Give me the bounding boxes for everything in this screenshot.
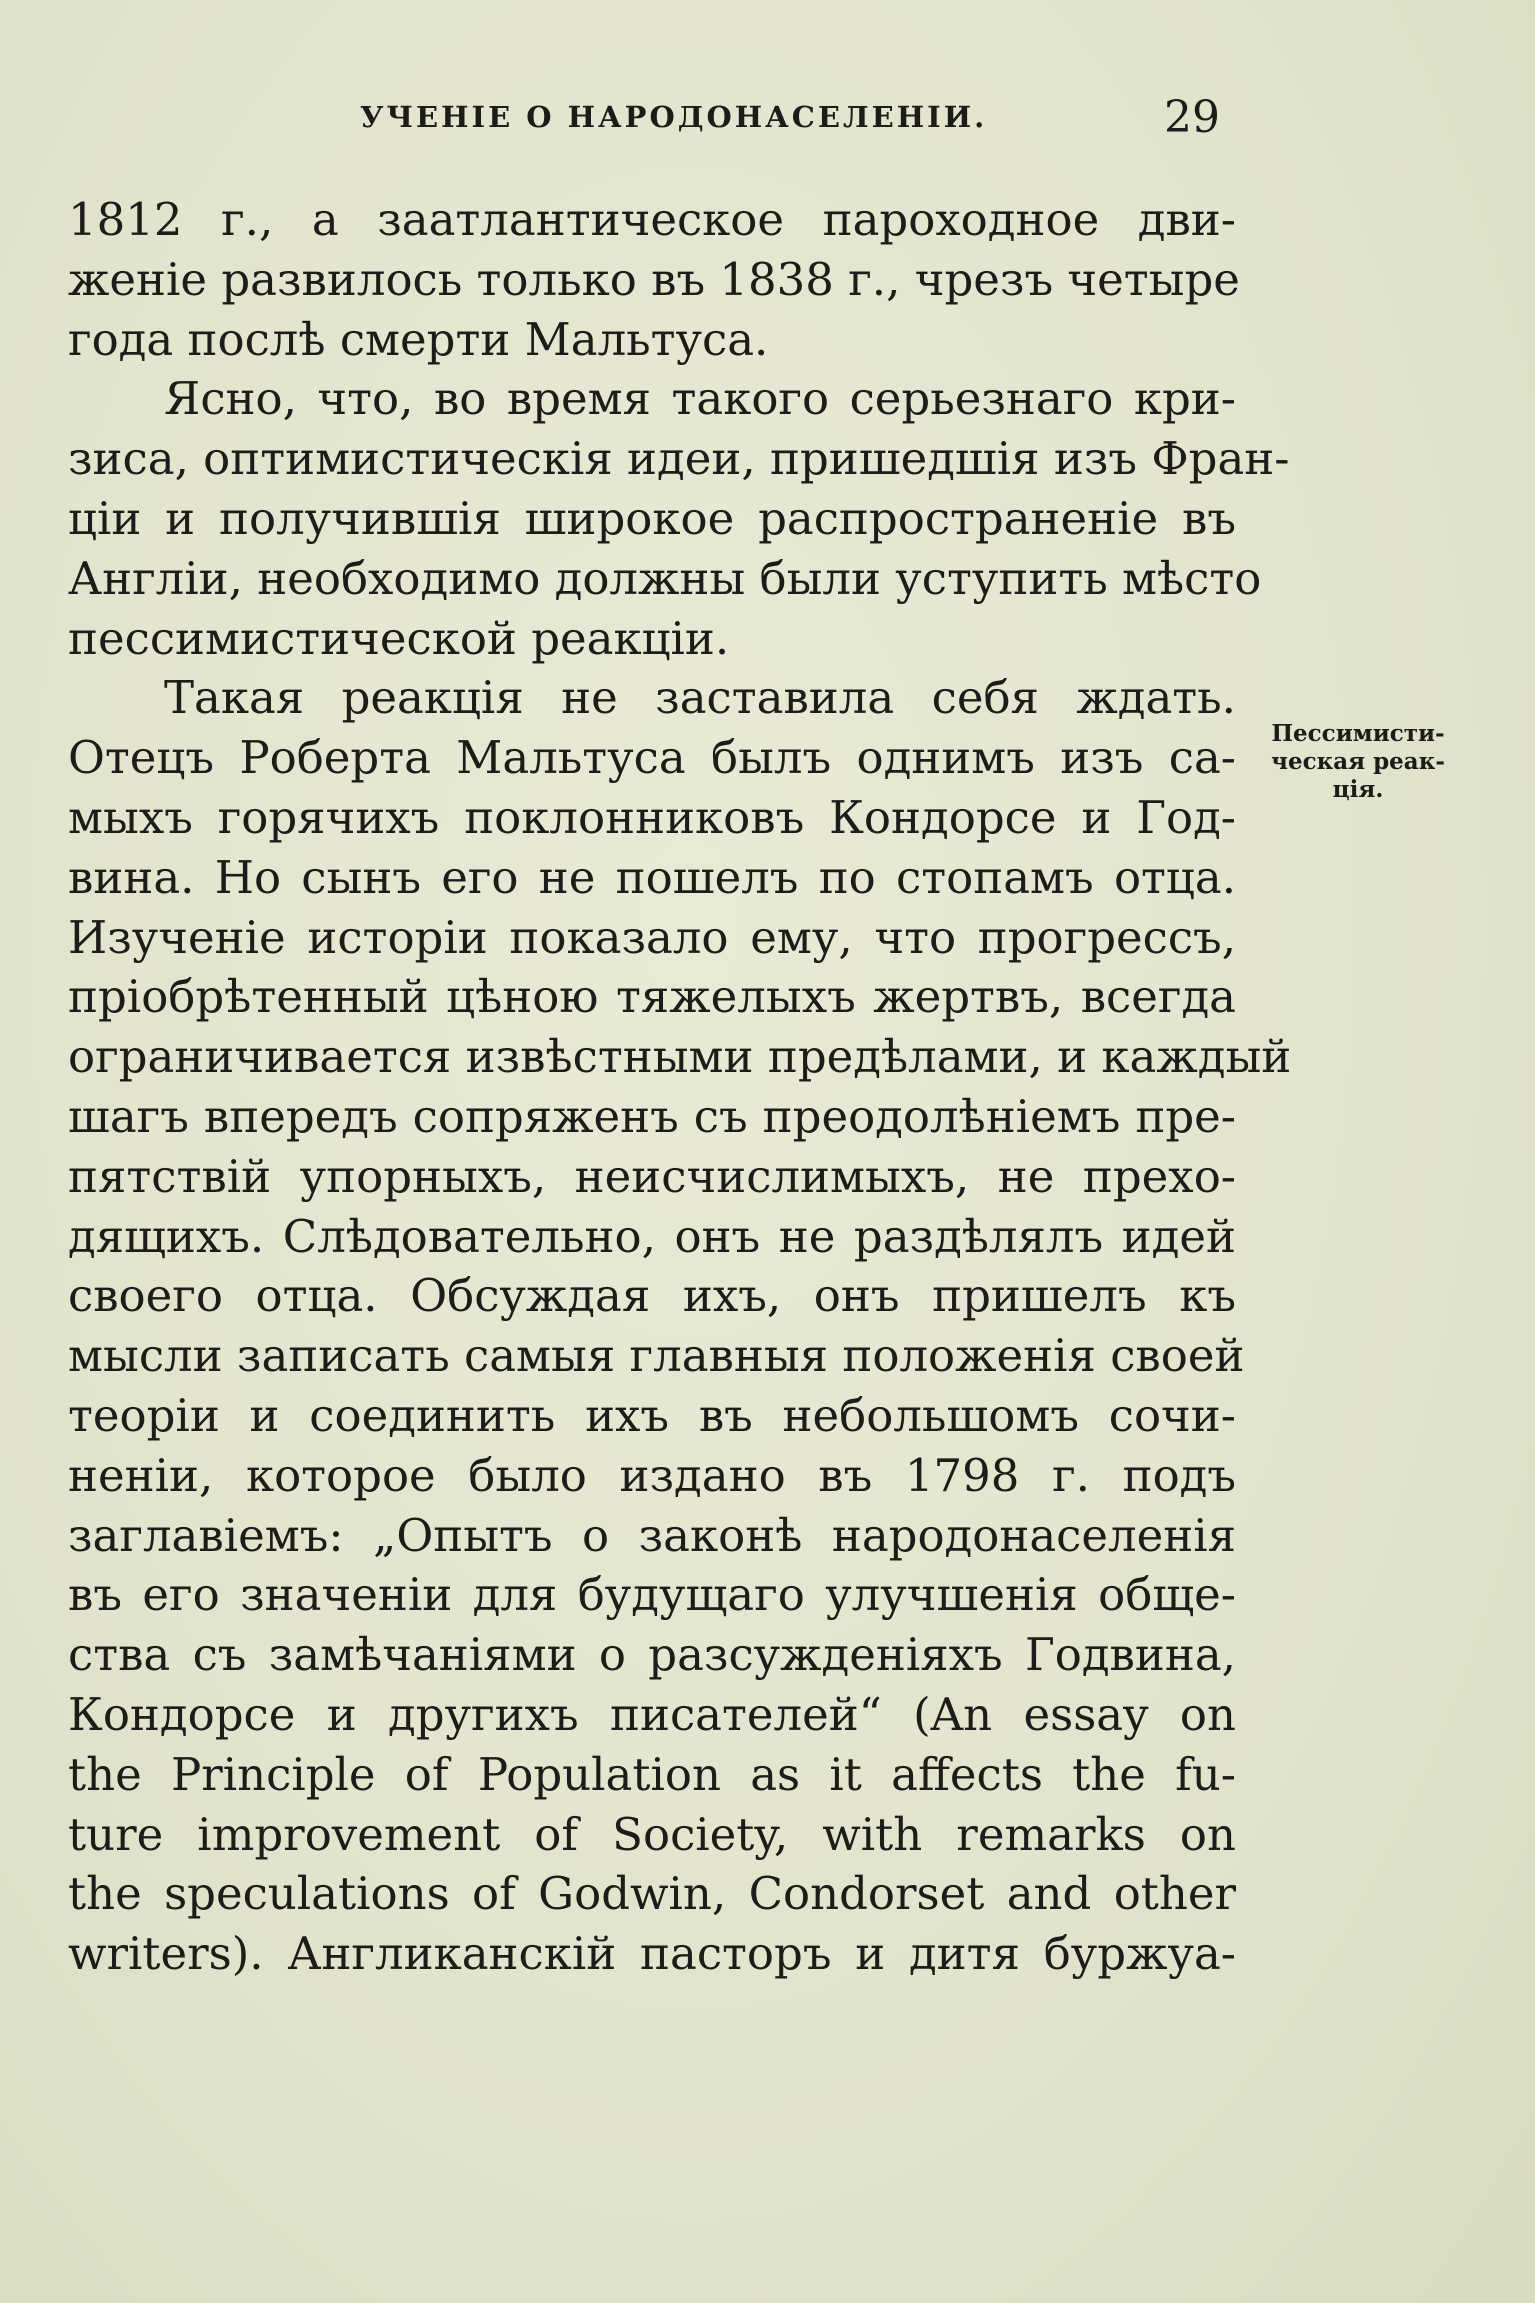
text-line: ціи и получившія широкое распространеніе въ [68, 491, 1236, 545]
text-line: Англіи, необходимо должны были уступить мѣсто [68, 551, 1262, 605]
body-text [68, 190, 1292, 1984]
text-line: женіе развилось только въ 1838 г., чрезъ четыре [68, 252, 1240, 306]
text-line: вина. Но сынъ его не пошелъ по стопамъ отца. [68, 850, 1236, 904]
text-line: пятствій упорныхъ, неисчислимыхъ, не прехо- [68, 1149, 1236, 1203]
text-line: пріобрѣтенный цѣною тяжелыхъ жертвъ, всегда [68, 970, 1236, 1024]
text-line: ture improvement of Society, with remarks on [68, 1807, 1236, 1861]
text-line: Такая реакція не заставила себя ждать. [164, 671, 1236, 725]
page-number: 29 [1164, 92, 1220, 143]
text-line: пессимистической реакціи. [68, 611, 730, 665]
text-line: writers). Англиканскій пасторъ и дитя буржуа- [68, 1927, 1236, 1981]
text-line: Изученіе исторіи показало ему, что прогрессъ, [68, 910, 1236, 964]
margin-note-line: ція. [1332, 776, 1384, 803]
text-line: заглавіемъ: „Опытъ о законѣ народонаселенія [68, 1508, 1236, 1562]
text-line: въ его значеніи для будущаго улучшенія обще- [68, 1568, 1236, 1622]
text-line: Ясно, что, во время такого серьезнаго кри- [164, 372, 1236, 426]
text-line: неніи, которое было издано въ 1798 г. подъ [68, 1448, 1236, 1502]
margin-note-line: Пессимисти- [1271, 720, 1445, 747]
text-line: мыхъ горячихъ поклонниковъ Кондорсе и Год- [68, 790, 1236, 844]
page-header [340, 92, 1220, 142]
text-line: the Principle of Population as it affects the fu- [68, 1747, 1236, 1801]
text-line: шагъ впередъ сопряженъ съ преодолѣніемъ пре- [68, 1089, 1236, 1143]
text-line: мысли записать самыя главныя положенія своей [68, 1329, 1245, 1383]
running-title: УЧЕНІЕ О НАРОДОНАСЕЛЕНІИ. [360, 100, 988, 134]
text-line: зиса, оптимистическія идеи, пришедшія изъ Фран- [68, 432, 1290, 486]
text-line: 1812 г., а заатлантическое пароходное дви- [68, 193, 1236, 246]
text-line: ограничивается извѣстными предѣлами, и каждый [68, 1030, 1292, 1084]
text-line: Кондорсе и другихъ писателей“ (An essay on [68, 1687, 1236, 1741]
text-line: теоріи и соединить ихъ въ небольшомъ сочи- [68, 1388, 1236, 1442]
text-line: the speculations of Godwin, Condorset and other [68, 1867, 1236, 1921]
text-line: своего отца. Обсуждая ихъ, онъ пришелъ къ [68, 1269, 1236, 1323]
text-line: ства съ замѣчаніями о разсужденіяхъ Годвина, [68, 1628, 1236, 1682]
margin-note-line: ческая реак- [1271, 748, 1445, 775]
text-line: Отецъ Роберта Мальтуса былъ однимъ изъ са- [68, 731, 1236, 785]
margin-note [1248, 720, 1468, 804]
text-line: года послѣ смерти Мальтуса. [68, 312, 769, 366]
text-line: дящихъ. Слѣдовательно, онъ не раздѣлялъ идей [68, 1209, 1236, 1263]
